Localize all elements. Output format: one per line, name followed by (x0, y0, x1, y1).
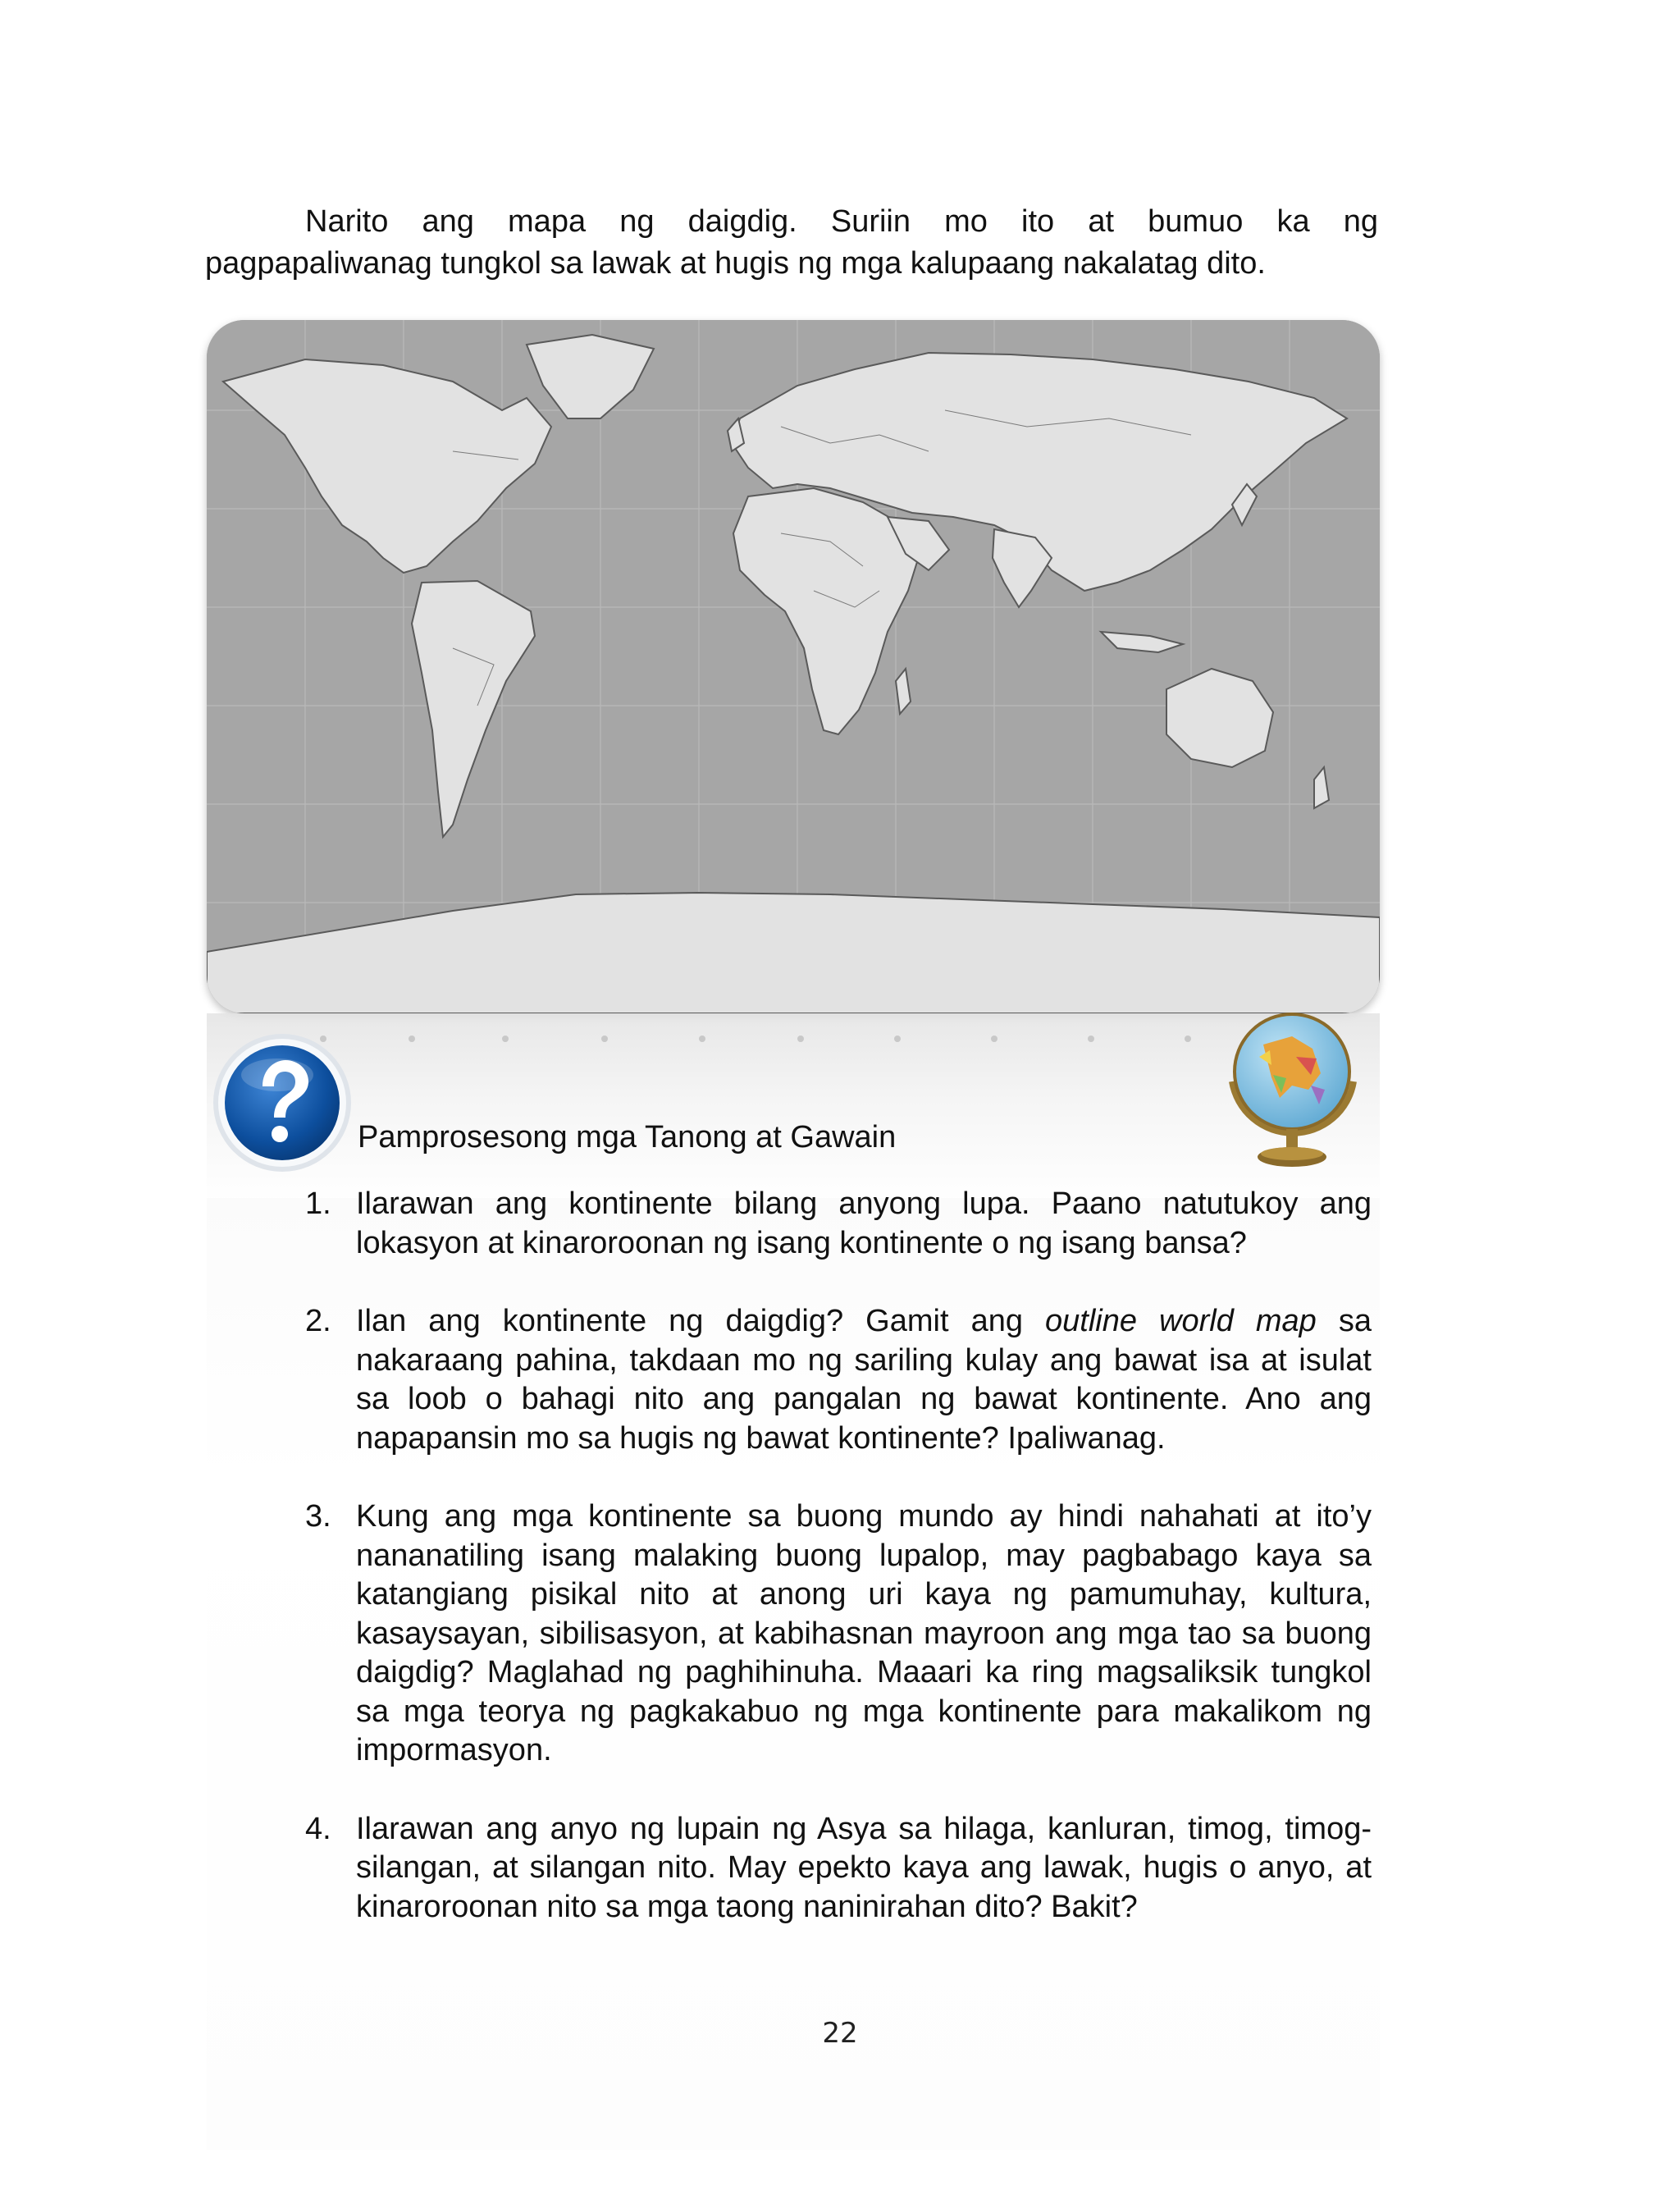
question-mark-icon (212, 1032, 353, 1173)
intro-line-2: pagpapaliwanag tungkol sa lawak at hugis ng mga kalupaang nakalatag dito. (205, 246, 1266, 281)
question-text: Ilarawan ang anyo ng lupain ng Asya sa hilaga, kanluran, timog, timog-silangan, at silangan nito. May epekto kaya ang lawak, hugis o anyo, at kinaroroonan nito sa mga taong naninirahan dito? Bakit? (356, 1811, 1372, 1924)
globe-icon (1214, 999, 1370, 1173)
question-text: Ilarawan ang kontinente bilang anyong lupa. Paano natutukoy ang lokasyon at kinaroroonan ng isang kontinente o ng isang bansa? (356, 1186, 1372, 1260)
question-text (356, 1302, 1372, 1458)
list-item (305, 1302, 1372, 1458)
world-map (207, 320, 1380, 1013)
page-number: 22 (822, 2017, 858, 2050)
question-text-emphasis: outline world map (1045, 1304, 1317, 1338)
section-title: Pamprosesong mga Tanong at Gawain (358, 1120, 897, 1154)
question-number: 4. (305, 1811, 331, 1846)
question-list (305, 1185, 1372, 1966)
question-text-part: Ilan ang kontinente ng daigdig? Gamit ang (356, 1304, 1046, 1338)
question-number: 3. (305, 1499, 331, 1534)
question-text: Kung ang mga kontinente sa buong mundo ay hindi nahahati at ito’y nananatiling isang malaking buong lupalop, may pagbabago kaya sa katangiang pisikal nito at anong uri kaya ng pamumuhay, kultura, kasaysayan, sibilisasyon, at kabihasnan mayroon ang mga tao sa buong daigdig? Maglahad ng paghihinuha. Maaari ka ring magsaliksik tungkol sa mga teorya ng pagkakabuo ng mga kontinente para makalikom ng impormasyon. (356, 1499, 1372, 1767)
intro-line-1: Narito ang mapa ng daigdig. Suriin mo ito at bumuo ka ng (305, 204, 1378, 239)
question-number: 1. (305, 1186, 331, 1221)
list-item (305, 1810, 1372, 1927)
list-item (305, 1497, 1372, 1771)
question-number: 2. (305, 1304, 331, 1338)
intro-paragraph (205, 201, 1378, 285)
map-reflection (207, 1013, 1380, 1202)
list-item (305, 1185, 1372, 1263)
question-text-part: sa nakaraang pahina, takdaan mo ng sariling kulay ang bawat isa at isulat sa loob o bahagi nito ang pangalan ng bawat kontinente. Ano ang napapansin mo sa hugis ng bawat kontinente? Ipaliwanag. (356, 1304, 1372, 1456)
world-map-image (207, 320, 1380, 1013)
